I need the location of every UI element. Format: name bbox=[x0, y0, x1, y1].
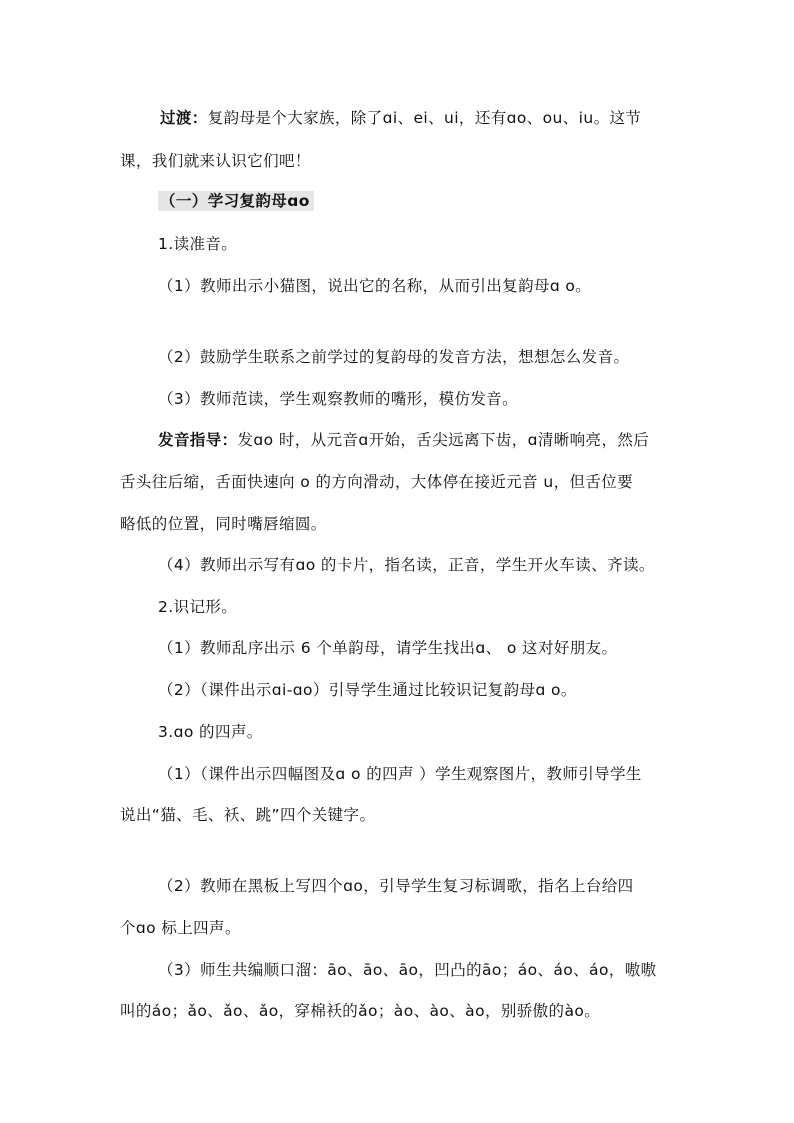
step-3-1-line-1: （1）（课件出示四幅图及ɑ o 的四声 ）学生观察图片，教师引导学生 bbox=[158, 765, 642, 783]
paragraph-transition-line-2: 课，我们就来认识它们吧！ bbox=[120, 152, 311, 170]
transition-text: 复韵母是个大家族，除了ɑi、ei、ui，还有ɑo、ou、iu。这节 bbox=[207, 109, 642, 127]
pronunciation-guide-line-3: 略低的位置，同时嘴唇缩圆。 bbox=[120, 515, 327, 533]
step-3-1-line-2: 说出“猫、毛、袄、跳”四个关键字。 bbox=[120, 806, 376, 824]
pronunciation-guide-text: 发ɑo 时，从元音ɑ开始，舌尖远离下齿，ɑ清晰响亮，然后 bbox=[237, 431, 650, 449]
step-3-2-line-1: （2）教师在黑板上写四个ɑo，引导学生复习标调歌，指名上台给四 bbox=[158, 877, 634, 895]
pronunciation-guide-line-2: 舌头往后缩，舌面快速向 o 的方向滑动，大体停在接近元音 u，但舌位要 bbox=[120, 473, 634, 491]
section-heading-text: （一）学习复韵母ɑo bbox=[158, 191, 314, 211]
step-2-2: （2）（课件出示ɑi-ɑo）引导学生通过比较识记复韵母ɑ o。 bbox=[158, 681, 577, 699]
step-recognize-shape: 2.识记形。 bbox=[158, 598, 238, 616]
step-2-1: （1）教师乱序出示 6 个单韵母，请学生找出ɑ、 o 这对好朋友。 bbox=[158, 639, 618, 657]
step-1-4: （4）教师出示写有ɑo 的卡片，指名读，正音，学生开火车读、齐读。 bbox=[158, 556, 655, 574]
section-heading bbox=[158, 191, 314, 211]
transition-label: 过渡： bbox=[160, 109, 208, 127]
step-1-3: （3）教师范读，学生观察教师的嘴形，模仿发音。 bbox=[158, 390, 519, 408]
step-read-pronunciation: 1.读准音。 bbox=[158, 235, 238, 253]
step-four-tones: 3.ɑo 的四声。 bbox=[158, 723, 263, 741]
step-3-3-line-1: （3）师生共编顺口溜：āo、āo、āo，凹凸的āo；áo、áo、áo，嗷嗷 bbox=[158, 961, 657, 979]
step-1-1: （1）教师出示小猫图，说出它的名称，从而引出复韵母ɑ o。 bbox=[158, 277, 592, 295]
step-3-3-line-2: 叫的áo；ǎo、ǎo、ǎo，穿棉袄的ǎo；ào、ào、ào，别骄傲的ào。 bbox=[120, 1002, 601, 1020]
pronunciation-guide-line-1 bbox=[158, 430, 649, 450]
pronunciation-guide-label: 发音指导： bbox=[158, 431, 238, 449]
step-3-2-line-2: 个ɑo 标上四声。 bbox=[120, 919, 241, 937]
paragraph-transition-line-1 bbox=[160, 108, 641, 128]
step-1-2: （2）鼓励学生联系之前学过的复韵母的发音方法，想想怎么发音。 bbox=[158, 348, 630, 366]
